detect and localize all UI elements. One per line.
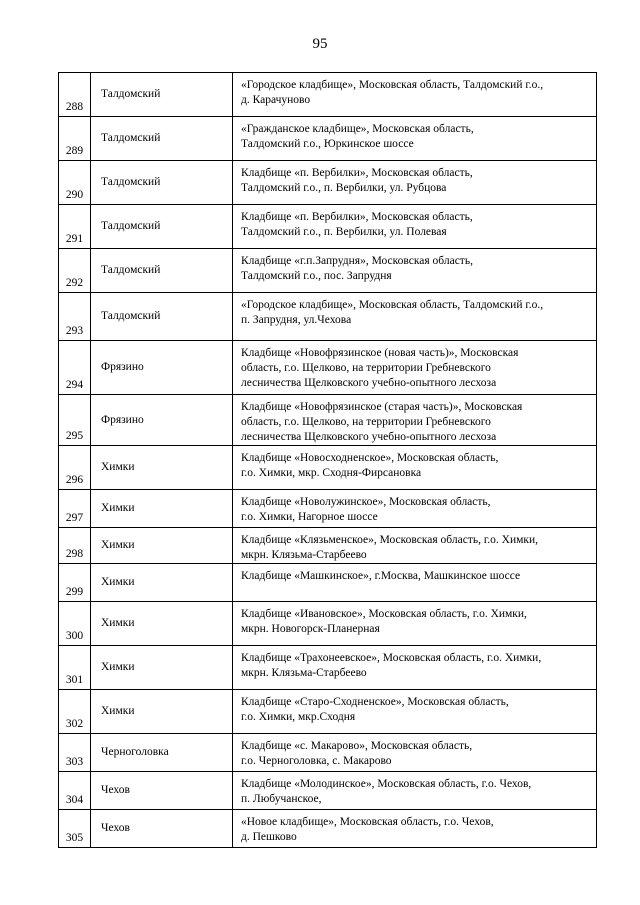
district-name: Химки	[91, 602, 233, 646]
row-number: 291	[59, 205, 91, 249]
table-row	[59, 249, 597, 293]
cemetery-description: «Гражданское кладбище», Московская область, Талдомский г.о., Юркинское шоссе	[233, 117, 597, 161]
table-row	[59, 205, 597, 249]
district-name: Талдомский	[91, 205, 233, 249]
table-row	[59, 564, 597, 602]
row-number: 299	[59, 564, 91, 602]
cemetery-description: Кладбище «Новолужинское», Московская область, г.о. Химки, Нагорное шоссе	[233, 490, 597, 528]
row-number: 290	[59, 161, 91, 205]
table-row	[59, 602, 597, 646]
table-row	[59, 734, 597, 772]
district-name: Талдомский	[91, 293, 233, 341]
district-name: Талдомский	[91, 117, 233, 161]
table-row	[59, 528, 597, 564]
cemetery-description: Кладбище «Клязьменское», Московская область, г.о. Химки, мкрн. Клязьма-Старбеево	[233, 528, 597, 564]
row-number: 294	[59, 341, 91, 395]
district-name: Талдомский	[91, 249, 233, 293]
district-name: Талдомский	[91, 161, 233, 205]
cemetery-description: «Городское кладбище», Московская область, Талдомский г.о., п. Запрудня, ул.Чехова	[233, 293, 597, 341]
row-number: 305	[59, 810, 91, 848]
cemetery-description: «Городское кладбище», Московская область, Талдомский г.о., д. Карачуново	[233, 73, 597, 117]
district-name: Химки	[91, 564, 233, 602]
cemetery-registry-table	[58, 72, 597, 848]
district-name: Талдомский	[91, 73, 233, 117]
table-row	[59, 446, 597, 490]
district-name: Черноголовка	[91, 734, 233, 772]
table-row	[59, 341, 597, 395]
row-number: 300	[59, 602, 91, 646]
table-row	[59, 293, 597, 341]
table-row	[59, 772, 597, 810]
district-name: Чехов	[91, 772, 233, 810]
table-row	[59, 810, 597, 848]
district-name: Химки	[91, 528, 233, 564]
table-row	[59, 73, 597, 117]
cemetery-description: Кладбище «Новофрязинское (старая часть)», Московская область, г.о. Щелково, на территории Гребневского лесничества Щелковского учебно-опытного лесхоза	[233, 395, 597, 446]
row-number: 296	[59, 446, 91, 490]
district-name: Химки	[91, 490, 233, 528]
row-number: 298	[59, 528, 91, 564]
row-number: 297	[59, 490, 91, 528]
cemetery-description: Кладбище «Новосходненское», Московская область, г.о. Химки, мкр. Сходня-Фирсановка	[233, 446, 597, 490]
table-row	[59, 117, 597, 161]
cemetery-description: «Новое кладбище», Московская область, г.о. Чехов, д. Пешково	[233, 810, 597, 848]
table-row	[59, 646, 597, 690]
row-number: 295	[59, 395, 91, 446]
district-name: Чехов	[91, 810, 233, 848]
district-name: Фрязино	[91, 395, 233, 446]
table-row	[59, 161, 597, 205]
table-row	[59, 395, 597, 446]
table-row	[59, 690, 597, 734]
row-number: 301	[59, 646, 91, 690]
cemetery-description: Кладбище «п. Вербилки», Московская область, Талдомский г.о., п. Вербилки, ул. Рубцова	[233, 161, 597, 205]
table-row	[59, 490, 597, 528]
cemetery-description: Кладбище «Трахонеевское», Московская область, г.о. Химки, мкрн. Клязьма-Старбеево	[233, 646, 597, 690]
row-number: 303	[59, 734, 91, 772]
cemetery-description: Кладбище «Новофрязинское (новая часть)», Московская область, г.о. Щелково, на территории Гребневского лесничества Щелковского учебно-опытного лесхоза	[233, 341, 597, 395]
row-number: 302	[59, 690, 91, 734]
district-name: Химки	[91, 646, 233, 690]
district-name: Химки	[91, 690, 233, 734]
row-number: 304	[59, 772, 91, 810]
cemetery-description: Кладбище «Ивановское», Московская область, г.о. Химки, мкрн. Новогорск-Планерная	[233, 602, 597, 646]
cemetery-description: Кладбище «г.п.Запрудня», Московская область, Талдомский г.о., пос. Запрудня	[233, 249, 597, 293]
cemetery-description: Кладбище «п. Вербилки», Московская область, Талдомский г.о., п. Вербилки, ул. Полевая	[233, 205, 597, 249]
row-number: 293	[59, 293, 91, 341]
row-number: 289	[59, 117, 91, 161]
cemetery-description: Кладбище «с. Макарово», Московская область, г.о. Черноголовка, с. Макарово	[233, 734, 597, 772]
row-number: 292	[59, 249, 91, 293]
district-name: Фрязино	[91, 341, 233, 395]
page-number: 95	[312, 36, 328, 52]
cemetery-description: Кладбище «Машкинское», г.Москва, Машкинское шоссе	[233, 564, 597, 602]
district-name: Химки	[91, 446, 233, 490]
row-number: 288	[59, 73, 91, 117]
cemetery-description: Кладбище «Молодинское», Московская область, г.о. Чехов, п. Любучанское,	[233, 772, 597, 810]
cemetery-description: Кладбище «Старо-Сходненское», Московская область, г.о. Химки, мкр.Сходня	[233, 690, 597, 734]
